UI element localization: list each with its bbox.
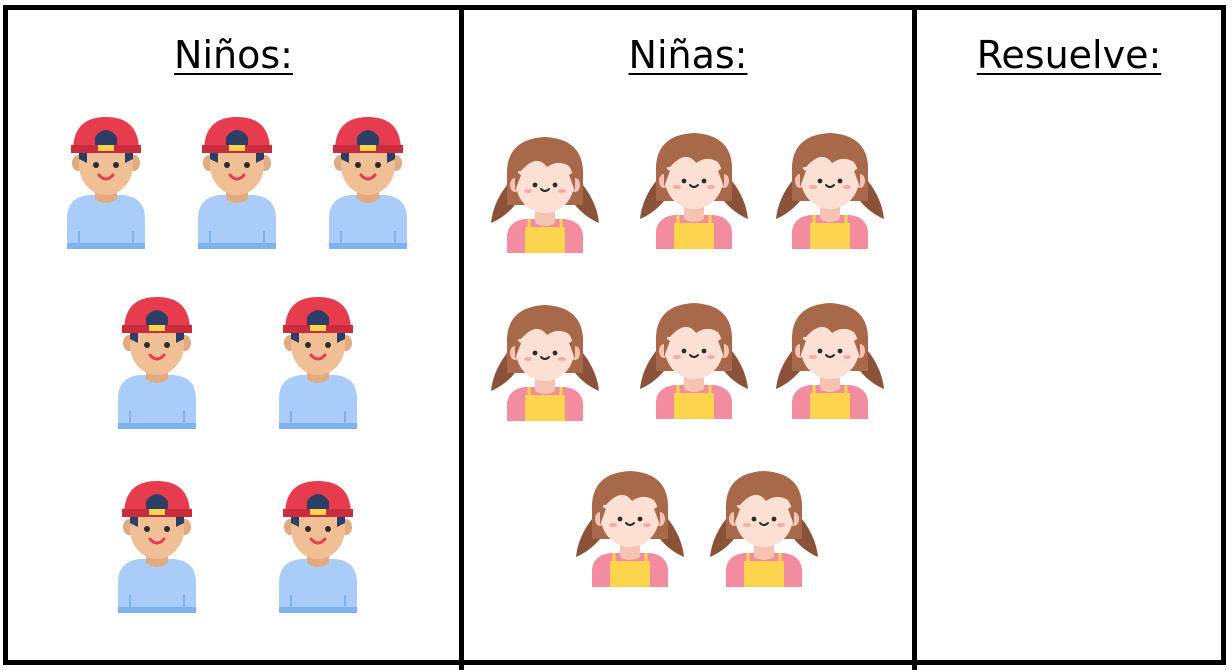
girl-icon bbox=[640, 297, 748, 419]
boy-icon bbox=[277, 479, 359, 613]
boy-icon bbox=[65, 115, 147, 249]
boy-icon bbox=[116, 479, 198, 613]
girls-heading: Niñas: bbox=[628, 33, 748, 77]
answer-area[interactable] bbox=[927, 110, 1211, 650]
boys-heading: Niños: bbox=[174, 33, 293, 77]
boy-icon bbox=[196, 115, 278, 249]
resuelve-column bbox=[917, 10, 1221, 660]
boy-icon bbox=[327, 115, 409, 249]
resuelve-heading: Resuelve: bbox=[976, 33, 1162, 77]
boy-icon bbox=[277, 295, 359, 429]
girl-icon bbox=[776, 127, 884, 249]
worksheet-table bbox=[3, 5, 1226, 665]
girl-icon bbox=[640, 127, 748, 249]
boy-icon bbox=[116, 295, 198, 429]
girl-icon bbox=[710, 465, 818, 587]
girl-icon bbox=[491, 299, 599, 421]
girls-column bbox=[464, 10, 912, 660]
girl-icon bbox=[491, 131, 599, 253]
boys-column bbox=[8, 10, 459, 660]
girl-icon bbox=[576, 465, 684, 587]
girl-icon bbox=[776, 297, 884, 419]
